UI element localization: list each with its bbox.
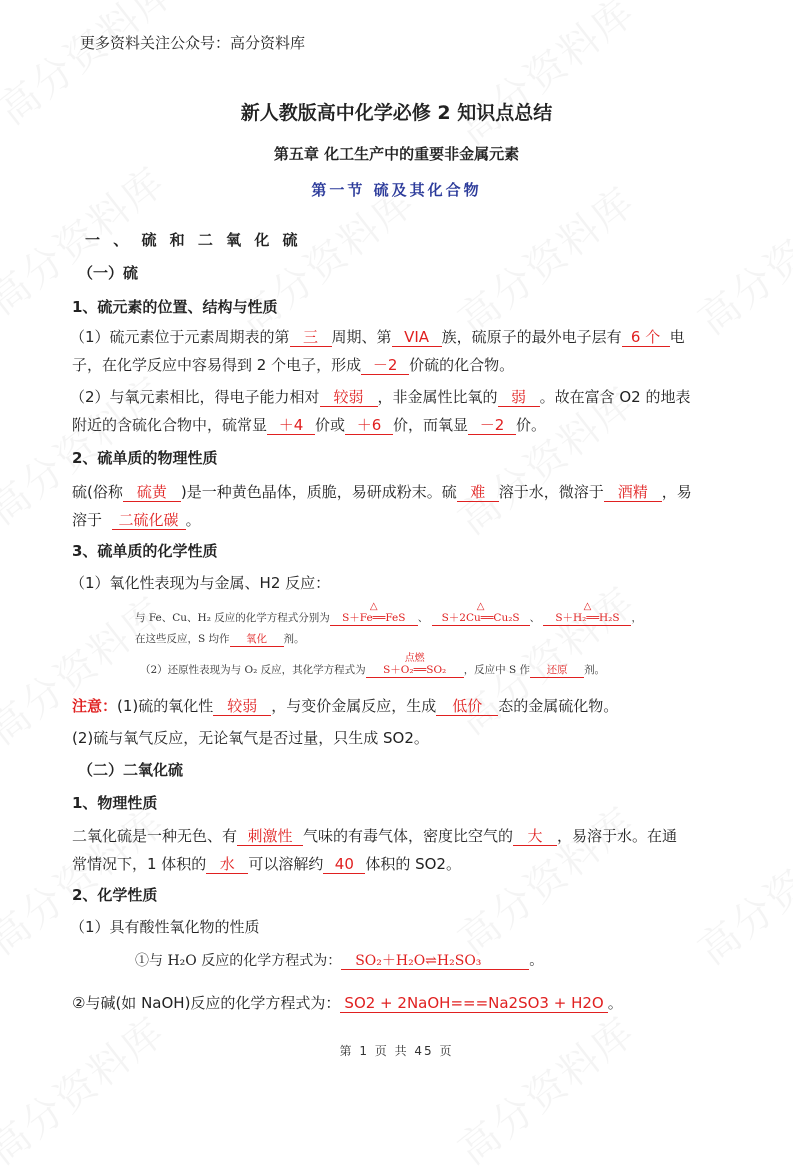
item-heading-physical: 2、硫单质的物理性质 bbox=[72, 449, 218, 467]
text: (1)硫的氧化性 bbox=[117, 697, 214, 715]
paragraph-so2-physical-line1 bbox=[72, 825, 677, 846]
equation-o2 bbox=[366, 653, 464, 678]
text: 剂。 bbox=[283, 633, 305, 645]
text: 可以溶解约 bbox=[248, 855, 324, 873]
note-label: 注意： bbox=[72, 697, 118, 715]
equation-h2 bbox=[543, 601, 631, 626]
heat-symbol: △ bbox=[476, 601, 485, 612]
answer-blank: 还原 bbox=[530, 665, 584, 678]
text: （2）与氧元素相比，得电子能力相对 bbox=[70, 388, 320, 406]
subsection-heading-sulfur: （一）硫 bbox=[78, 264, 139, 282]
text: ，易溶于水。在通 bbox=[557, 827, 678, 845]
answer-blank: VIA bbox=[392, 329, 442, 347]
text: （1）硫元素位于元素周期表的第 bbox=[70, 328, 290, 346]
text: 。故在富含 O2 的地表 bbox=[539, 388, 691, 406]
text: 二氧化硫是一种无色、有 bbox=[72, 827, 238, 845]
equation-so2-h2o: SO₂＋H₂O⇌H₂SO₃ bbox=[341, 954, 529, 970]
text: 、 bbox=[529, 612, 541, 624]
text: ，与变价金属反应，生成 bbox=[271, 697, 437, 715]
equation-text: S＋H₂══H₂S bbox=[555, 612, 620, 624]
paragraph-physical-line2 bbox=[72, 509, 201, 530]
equation-text: S＋Fe══FeS bbox=[342, 612, 406, 624]
page-footer: 第 1 页 共 45 页 bbox=[339, 1044, 454, 1058]
chapter-title: 第五章 化工生产中的重要非金属元素 bbox=[273, 145, 520, 163]
answer-blank: 刺激性 bbox=[237, 828, 303, 846]
text: 族，硫原子的最外电子层有 bbox=[441, 328, 622, 346]
answer-blank: 氧化 bbox=[230, 634, 284, 647]
paragraph-compare-line1 bbox=[70, 386, 690, 407]
equation-cu bbox=[432, 601, 530, 626]
answer-blank: 弱 bbox=[498, 389, 540, 407]
text: （2）还原性表现为与 O₂ 反应，其化学方程式为 bbox=[140, 664, 366, 676]
equation-text: S＋O₂══SO₂ bbox=[383, 664, 447, 676]
item-heading-chemical: 3、硫单质的化学性质 bbox=[72, 542, 218, 560]
paragraph-so2-physical-line2 bbox=[72, 853, 461, 874]
text: ②与碱(如 NaOH)反应的化学方程式为： bbox=[72, 994, 341, 1012]
text: 周期、第 bbox=[331, 328, 392, 346]
text: 与 Fe、Cu、H₂ 反应的化学方程式分别为 bbox=[135, 612, 330, 624]
answer-blank: 酒精 bbox=[604, 484, 662, 502]
answer-blank: 三 bbox=[290, 329, 332, 347]
text: 溶于水，微溶于 bbox=[498, 483, 604, 501]
text: 价硫的化合物。 bbox=[409, 356, 515, 374]
answer-blank: 硫黄 bbox=[123, 484, 181, 502]
item-heading-so2-physical: 1、物理性质 bbox=[72, 794, 158, 812]
paragraph-physical-line1 bbox=[72, 481, 692, 502]
answer-blank: 二硫化碳 bbox=[112, 512, 186, 530]
watermark bbox=[445, 1001, 646, 1175]
answer-blank: 较弱 bbox=[213, 698, 271, 716]
text: 态的金属硫化物。 bbox=[498, 697, 619, 715]
paragraph-position-line1 bbox=[70, 326, 685, 347]
answer-blank: 大 bbox=[513, 828, 557, 846]
ignite-label: 点燃 bbox=[404, 653, 425, 664]
text: 硫(俗称 bbox=[72, 483, 123, 501]
text: ，非金属性比氧的 bbox=[377, 388, 498, 406]
watermark bbox=[0, 791, 175, 965]
watermark bbox=[445, 0, 646, 156]
text: ①与 H₂O 反应的化学方程式为： bbox=[135, 953, 342, 969]
equation-naoh-line bbox=[72, 992, 623, 1013]
text: 。 bbox=[185, 511, 201, 529]
text: 。 bbox=[607, 994, 623, 1012]
item-heading-position: 1、硫元素的位置、结构与性质 bbox=[72, 298, 278, 316]
equation-image-line2 bbox=[135, 631, 305, 647]
item-heading-so2-chemical: 2、化学性质 bbox=[72, 886, 158, 904]
text: ，易 bbox=[661, 483, 692, 501]
header-note: 更多资料关注公众号：高分资料库 bbox=[80, 34, 306, 52]
watermark bbox=[0, 1001, 175, 1175]
answer-blank: 低价 bbox=[436, 698, 498, 716]
answer-blank: 40 bbox=[323, 856, 365, 874]
watermark bbox=[685, 801, 793, 975]
text: ， bbox=[631, 612, 642, 624]
heat-symbol: △ bbox=[369, 601, 378, 612]
heat-symbol: △ bbox=[583, 601, 592, 612]
watermark bbox=[445, 791, 646, 965]
text: 价或 bbox=[315, 416, 346, 434]
paragraph-acidic-oxide: （1）具有酸性氧化物的性质 bbox=[70, 918, 260, 936]
text: 常情况下，1 体积的 bbox=[72, 855, 207, 873]
text: 附近的含硫化合物中，硫常显 bbox=[72, 416, 268, 434]
equation-fe bbox=[330, 601, 418, 626]
equation-so2-naoh: SO2 + 2NaOH===Na2SO3 + H2O bbox=[340, 995, 607, 1013]
text: 子，在化学反应中容易得到 2 个电子，形成 bbox=[72, 356, 362, 374]
text: ，反应中 S 作 bbox=[463, 664, 531, 676]
text: 在这些反应，S 均作 bbox=[135, 633, 230, 645]
text: 价。 bbox=[516, 416, 547, 434]
answer-blank: ＋4 bbox=[267, 417, 315, 435]
text: 气味的有毒气体，密度比空气的 bbox=[303, 827, 514, 845]
answer-blank: 较弱 bbox=[320, 389, 378, 407]
paragraph-compare-line2 bbox=[72, 414, 546, 435]
equation-image-line3 bbox=[140, 653, 606, 678]
watermark bbox=[445, 571, 646, 745]
text: 溶于 bbox=[72, 511, 103, 529]
text: 、 bbox=[417, 612, 429, 624]
answer-blank: 水 bbox=[206, 856, 248, 874]
note-line2: (2)硫与氧气反应，无论氧气是否过量，只生成 SO2。 bbox=[72, 729, 429, 747]
paragraph-position-line2 bbox=[72, 354, 514, 375]
answer-blank: 难 bbox=[457, 484, 499, 502]
text: 价，而氧显 bbox=[393, 416, 469, 434]
subsection-heading-so2: （二）二氧化硫 bbox=[78, 761, 184, 779]
equation-text: S＋2Cu══Cu₂S bbox=[441, 612, 520, 624]
equation-image-line1 bbox=[135, 601, 642, 626]
answer-blank: 6 个 bbox=[622, 329, 670, 347]
text: 。 bbox=[529, 953, 544, 969]
text: )是一种黄色晶体，质脆，易研成粉末。硫 bbox=[180, 483, 457, 501]
text: 电 bbox=[669, 328, 685, 346]
section-title: 第一节 硫及其化合物 bbox=[311, 181, 482, 199]
part-heading: 一 、 硫 和 二 氧 化 硫 bbox=[85, 231, 302, 249]
text: 体积的 SO2。 bbox=[365, 855, 461, 873]
answer-blank: －2 bbox=[468, 417, 516, 435]
document-title: 新人教版高中化学必修 2 知识点总结 bbox=[240, 102, 553, 124]
note-line1 bbox=[72, 695, 618, 716]
paragraph-oxidizing: （1）氧化性表现为与金属、H2 反应： bbox=[70, 574, 331, 592]
answer-blank: －2 bbox=[361, 357, 409, 375]
answer-blank: ＋6 bbox=[345, 417, 393, 435]
text: 剂。 bbox=[584, 664, 606, 676]
equation-h2o-line bbox=[135, 950, 543, 970]
